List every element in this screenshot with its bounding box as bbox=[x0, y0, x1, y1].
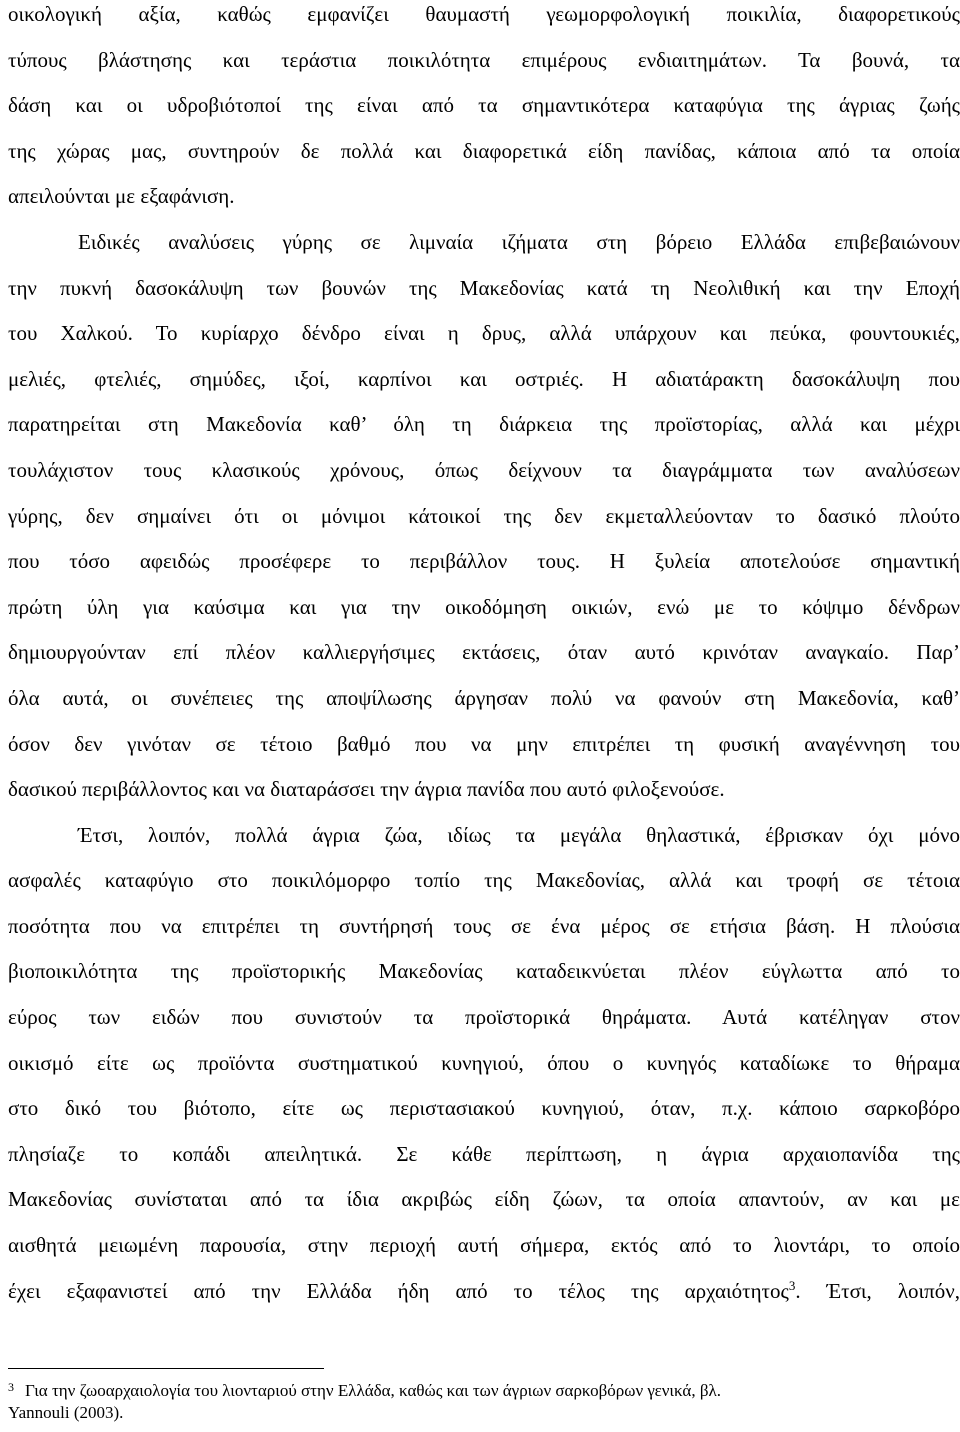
paragraph-3 bbox=[8, 813, 960, 1315]
text-line: της χώρας μας, συντηρούν δε πολλά και διαφορετικά είδη πανίδας, κάποια από τα οποία bbox=[8, 138, 960, 163]
text-line-indented bbox=[8, 813, 960, 859]
text-segment: . Έτσι, λοιπόν, bbox=[795, 1278, 960, 1303]
text-line: οικισμό είτε ως προϊόντα συστηματικού κυνηγιού, όπου ο κυνηγός καταδίωκε το θήραμα bbox=[8, 1050, 960, 1075]
text-line-indented bbox=[8, 220, 960, 266]
text-line: αισθητά μειωμένη παρουσία, στην περιοχή αυτή σήμερα, εκτός από το λιοντάρι, το οποίο bbox=[8, 1233, 960, 1258]
text-line: Μακεδονίας συνίσταται από τα ίδια ακριβώς είδη ζώων, τα οποία απαντούν, αν και με bbox=[8, 1187, 960, 1212]
footnote-separator bbox=[8, 1368, 324, 1369]
text-line: μελιές, φτελιές, σημύδες, ιξοί, καρπίνοι και οστριές. Η αδιατάρακτη δασοκάλυψη που bbox=[8, 366, 960, 391]
text-line-content: Έτσι, λοιπόν, πολλά άγρια ζώα, ιδίως τα μεγάλα θηλαστικά, έβρισκαν όχι μόνο bbox=[78, 822, 960, 847]
text-line: ασφαλές καταφύγιο στο ποικιλόμορφο τοπίο της Μακεδονίας, αλλά και τροφή σε τέτοια bbox=[8, 868, 960, 893]
text-line: απειλούνται με εξαφάνιση. bbox=[8, 184, 235, 209]
text-line-content: Ειδικές αναλύσεις γύρης σε λιμναία ιζήματα στη βόρειο Ελλάδα επιβεβαιώνουν bbox=[78, 229, 960, 254]
body-text bbox=[8, 0, 960, 1314]
text-line: βιοποικιλότητα της προϊστορικής Μακεδονίας καταδεικνύεται πλέον εύγλωττα από το bbox=[8, 959, 960, 984]
text-line: δημιουργούνταν επί πλέον καλλιεργήσιμες εκτάσεις, όταν αυτό κρινόταν αναγκαίο. Παρ’ bbox=[8, 640, 960, 665]
text-line: όσον δεν γινόταν σε τέτοιο βαθμό που να μην επιτρέπει τη φυσική αναγέννηση του bbox=[8, 731, 960, 756]
text-line: που τόσο αφειδώς προσέφερε το περιβάλλον τους. Η ξυλεία αποτελούσε σημαντική bbox=[8, 549, 960, 574]
text-line: πλησίαζε το κοπάδι απειλητικά. Σε κάθε περίπτωση, η άγρια αρχαιοπανίδα της bbox=[8, 1141, 960, 1166]
text-line: δασικού περιβάλλοντος και να διαταράσσει την άγρια πανίδα που αυτό φιλοξενούσε. bbox=[8, 777, 725, 802]
paragraph-1 bbox=[8, 0, 960, 220]
text-line: την πυκνή δασοκάλυψη των βουνών της Μακεδονίας κατά τη Νεολιθική και την Εποχή bbox=[8, 275, 960, 300]
text-line: στο δικό του βιότοπο, είτε ως περιστασιακού κυνηγιού, όταν, π.χ. κάποιο σαρκοβόρο bbox=[8, 1096, 960, 1121]
document-page bbox=[8, 0, 960, 1432]
text-line: οικολογική αξία, καθώς εμφανίζει θαυμαστή γεωμορφολογική ποικιλία, διαφορετικούς bbox=[8, 2, 960, 26]
text-line: δάση και οι υδροβιότοποί της είναι από τα σημαντικότερα καταφύγια της άγριας ζωής bbox=[8, 93, 960, 118]
text-line: τουλάχιστον τους κλασικούς χρόνους, όπως δείχνουν τα διαγράμματα των αναλύσεων bbox=[8, 457, 960, 482]
footnote-text-line: Για την ζωοαρχαιολογία του λιονταριού στην Ελλάδα, καθώς και των άγριων σαρκοβόρων γενικά, βλ. bbox=[25, 1381, 721, 1400]
text-segment: έχει εξαφανιστεί από την Ελλάδα ήδη από το τέλος της αρχαιότητος bbox=[8, 1278, 789, 1303]
footnote-text-line: Yannouli (2003). bbox=[8, 1403, 124, 1422]
text-line: όλα αυτά, οι συνέπειες της αποψίλωσης άργησαν πολύ να φανούν στη Μακεδονία, καθ’ bbox=[8, 685, 960, 710]
footnote-reference[interactable]: 3 bbox=[788, 1277, 796, 1293]
text-line: τύπους βλάστησης και τεράστια ποικιλότητα επιμέρους ενδιαιτημάτων. Τα βουνά, τα bbox=[8, 47, 960, 72]
paragraph-2 bbox=[8, 220, 960, 813]
text-line: παρατηρείται στη Μακεδονία καθ’ όλη τη διάρκεια της προϊστορίας, αλλά και μέχρι bbox=[8, 412, 960, 437]
text-line: πρώτη ύλη για καύσιμα και για την οικοδόμηση οικιών, ενώ με το κόψιμο δένδρων bbox=[8, 594, 960, 619]
text-line: γύρης, δεν σημαίνει ότι οι μόνιμοι κάτοικοί της δεν εκμεταλλεύονταν το δασικό πλούτο bbox=[8, 503, 960, 528]
footnote bbox=[8, 1380, 960, 1424]
text-line: του Χαλκού. Το κυρίαρχο δένδρο είναι η δρυς, αλλά υπάρχουν και πεύκα, φουντουκιές, bbox=[8, 321, 960, 346]
text-line: ποσότητα που να επιτρέπει τη συντήρησή τους σε ένα μέρος σε ετήσια βάση. Η πλούσια bbox=[8, 913, 960, 938]
footnote-marker: 3 bbox=[8, 1380, 14, 1394]
text-line: εύρος των ειδών που συνιστούν τα προϊστορικά θηράματα. Αυτά κατέληγαν στον bbox=[8, 1005, 960, 1030]
text-line-with-footnote-ref bbox=[8, 1269, 960, 1315]
